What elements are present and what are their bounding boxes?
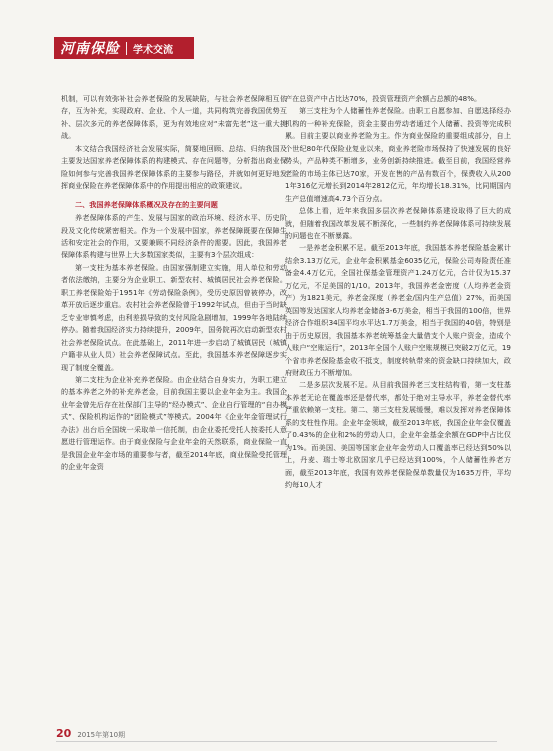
header-divider <box>126 42 127 55</box>
footer-divider <box>56 741 497 742</box>
page-number: 20 <box>56 727 72 740</box>
page-footer <box>56 727 497 740</box>
magazine-logo: 河南保险 <box>60 41 120 57</box>
paragraph: 总体上看，近年来我国多层次养老保障体系建设取得了巨大的成就，但随着我国改革发展不断深化，一些制约养老保障体系可持续发展的问题也在不断暴露。 <box>285 206 511 240</box>
column-header <box>54 37 194 59</box>
issue-label: 2015年第10期 <box>77 731 126 739</box>
paragraph: 产在总资产中占比达70%，投资管理资产余额占总额的48%。 <box>285 94 482 103</box>
left-column <box>61 93 287 474</box>
section-title: 学术交流 <box>133 44 173 56</box>
paragraph: 本文结合我国经济社会发展实际，简要地回顾、总结、归纳我国及主要发达国家养老保障体系的构建模式、存在问题等，分析指出商业保险如何参与完善我国养老保障体系的主要参与路径，并就如何更好地发挥商业保险在养老保障体系中的作用提出相应的政策建议。 <box>61 143 287 191</box>
paragraph: 养老保障体系的产生、发展与国家的政治环境、经济水平、历史阶段及文化传统紧密相关。作为一个发展中国家，养老保障既要在保障生活和安定社会的作用，又要兼顾不同经济条件的需要。因此，我国养老保障体系构建与世界上大多数国家类似，主要有3个层次组成： <box>61 213 287 260</box>
paragraph: 第二支柱为企业补充养老保险。由企业结合自身实力，为职工建立的基本养老之外的补充养老金，目前我国主要以企业年金为主。我国企业年金曾先后存在社保部门主导的“经办模式”、企业自行管理的“自办模式”、保险机构运作的“团险模式”等模式。2004年《企业年金管理试行办法》出台后全国统一采取单一信托制，由企业委托受托人按委托人意愿进行管理运作。由于商业保险与企业年金的天然联系，商业保险一直是我国企业年金市场的重要参与者，截至2014年底，商业保险受托管理的企业年金资 <box>61 374 287 472</box>
paragraph: 一是养老金积累不足。截至2013年底，我国基本养老保险基金累计结余3.13万亿元，企业年金积累基金6035亿元，保险公司寿险责任准备金4.4万亿元，全国社保基金管理资产1.24万亿元，合计仅为15.37万亿元，不足美国的1/10。2013年，我国养老金密度（人均养老金资产）为1821美元，养老金深度（养老金/国内生产总值）27%，而美国英国等发达国家人均养老金储备3-6万美金，相当于我国的100倍，世界经济合作组织34国平均水平达1.7万美金，相当于我国的40倍，特别是由于历史原因，我国基本养老统筹基金大量借支个人账户资金，造成个人账户“空账运行”，2013年全国个人账户空账规模已突破2万亿元，19个省市养老保险基金收不抵支，制度转轨带来的资金缺口持续加大，政府财政压力不断增加。 <box>285 243 511 377</box>
paragraph: 机制，可以有效弥补社会养老保险的发展缺陷，与社会养老保障相互依存，互为补充，实现政府、企业、个人一道，共同构筑完善我国优势互补、层次多元的养老保障体系，更为有效地应对“未富先老”这一重大挑战。 <box>61 94 287 141</box>
right-column <box>285 93 511 492</box>
paragraph: 二是多层次发展不足。从目前我国养老三支柱结构看，第一支柱基本养老无论在覆盖率还是替代率，都处于绝对主导水平，养老金替代率严重依赖第一支柱。第二、第三支柱发展缓慢，难以发挥对养老保障体系的支柱性作用。企业年金领域，截至2013年底，我国企业年金仅覆盖了0.43%的企业和2%的劳动人口，企业年金基金余额在GDP中占比仅为1%。而美国、美国等国家企业年金劳动人口覆盖率已经达到50%以上，丹麦、瑞士等北欧国家几乎已经达到100%，个人储蓄性养老方面，截至2013年底，我国有效养老保险保单数量仅为1635万件，平均约每10人才 <box>285 380 511 490</box>
paragraph: 第三支柱为个人储蓄性养老保险。由职工自愿参加、自愿选择经办机构的一种补充保险，资金主要由劳动者通过个人储蓄、投资等完成积累。目前主要以商业养老险为主。作为商业保险的重要组成部分，自上个世纪80年代保险业复业以来，商业养老险市场保持了快速发展的良好势头，产品种类不断增多，业务创新持续推进。截至目前，我国经营养老险的市场主体已达70家，开发在售的产品有数百个，保费收入从2001年316亿元增长到2014年2812亿元，年均增长18.31%，比同期国内生产总值增速高4.73个百分点。 <box>285 106 511 203</box>
paragraph: 第一支柱为基本养老保险。由国家强制建立实施，用人单位和劳动者依法缴纳，主要分为企业职工、新型农村、城镇居民社会养老保险。职工养老保险始于1951年《劳动保险条例》，受历史原因曾被停办，改革开放后逐步重启。农村社会养老保险曾于1992年试点，但由于当时缺乏专业审慎考虑，由利差损导致的支付风险急剧增加，1999年各地陆续停办。随着我国经济实力持续提升，2009年，国务院再次启动新型农村社会养老保险试点。在此基础上，2011年进一步启动了城镇居民（城镇户籍非从业人员）社会养老保障试点。至此，我国基本养老保障逐步实现了制度全覆盖。 <box>61 262 287 372</box>
section-heading: 二、我国养老保障体系概况及存在的主要问题 <box>75 199 218 209</box>
